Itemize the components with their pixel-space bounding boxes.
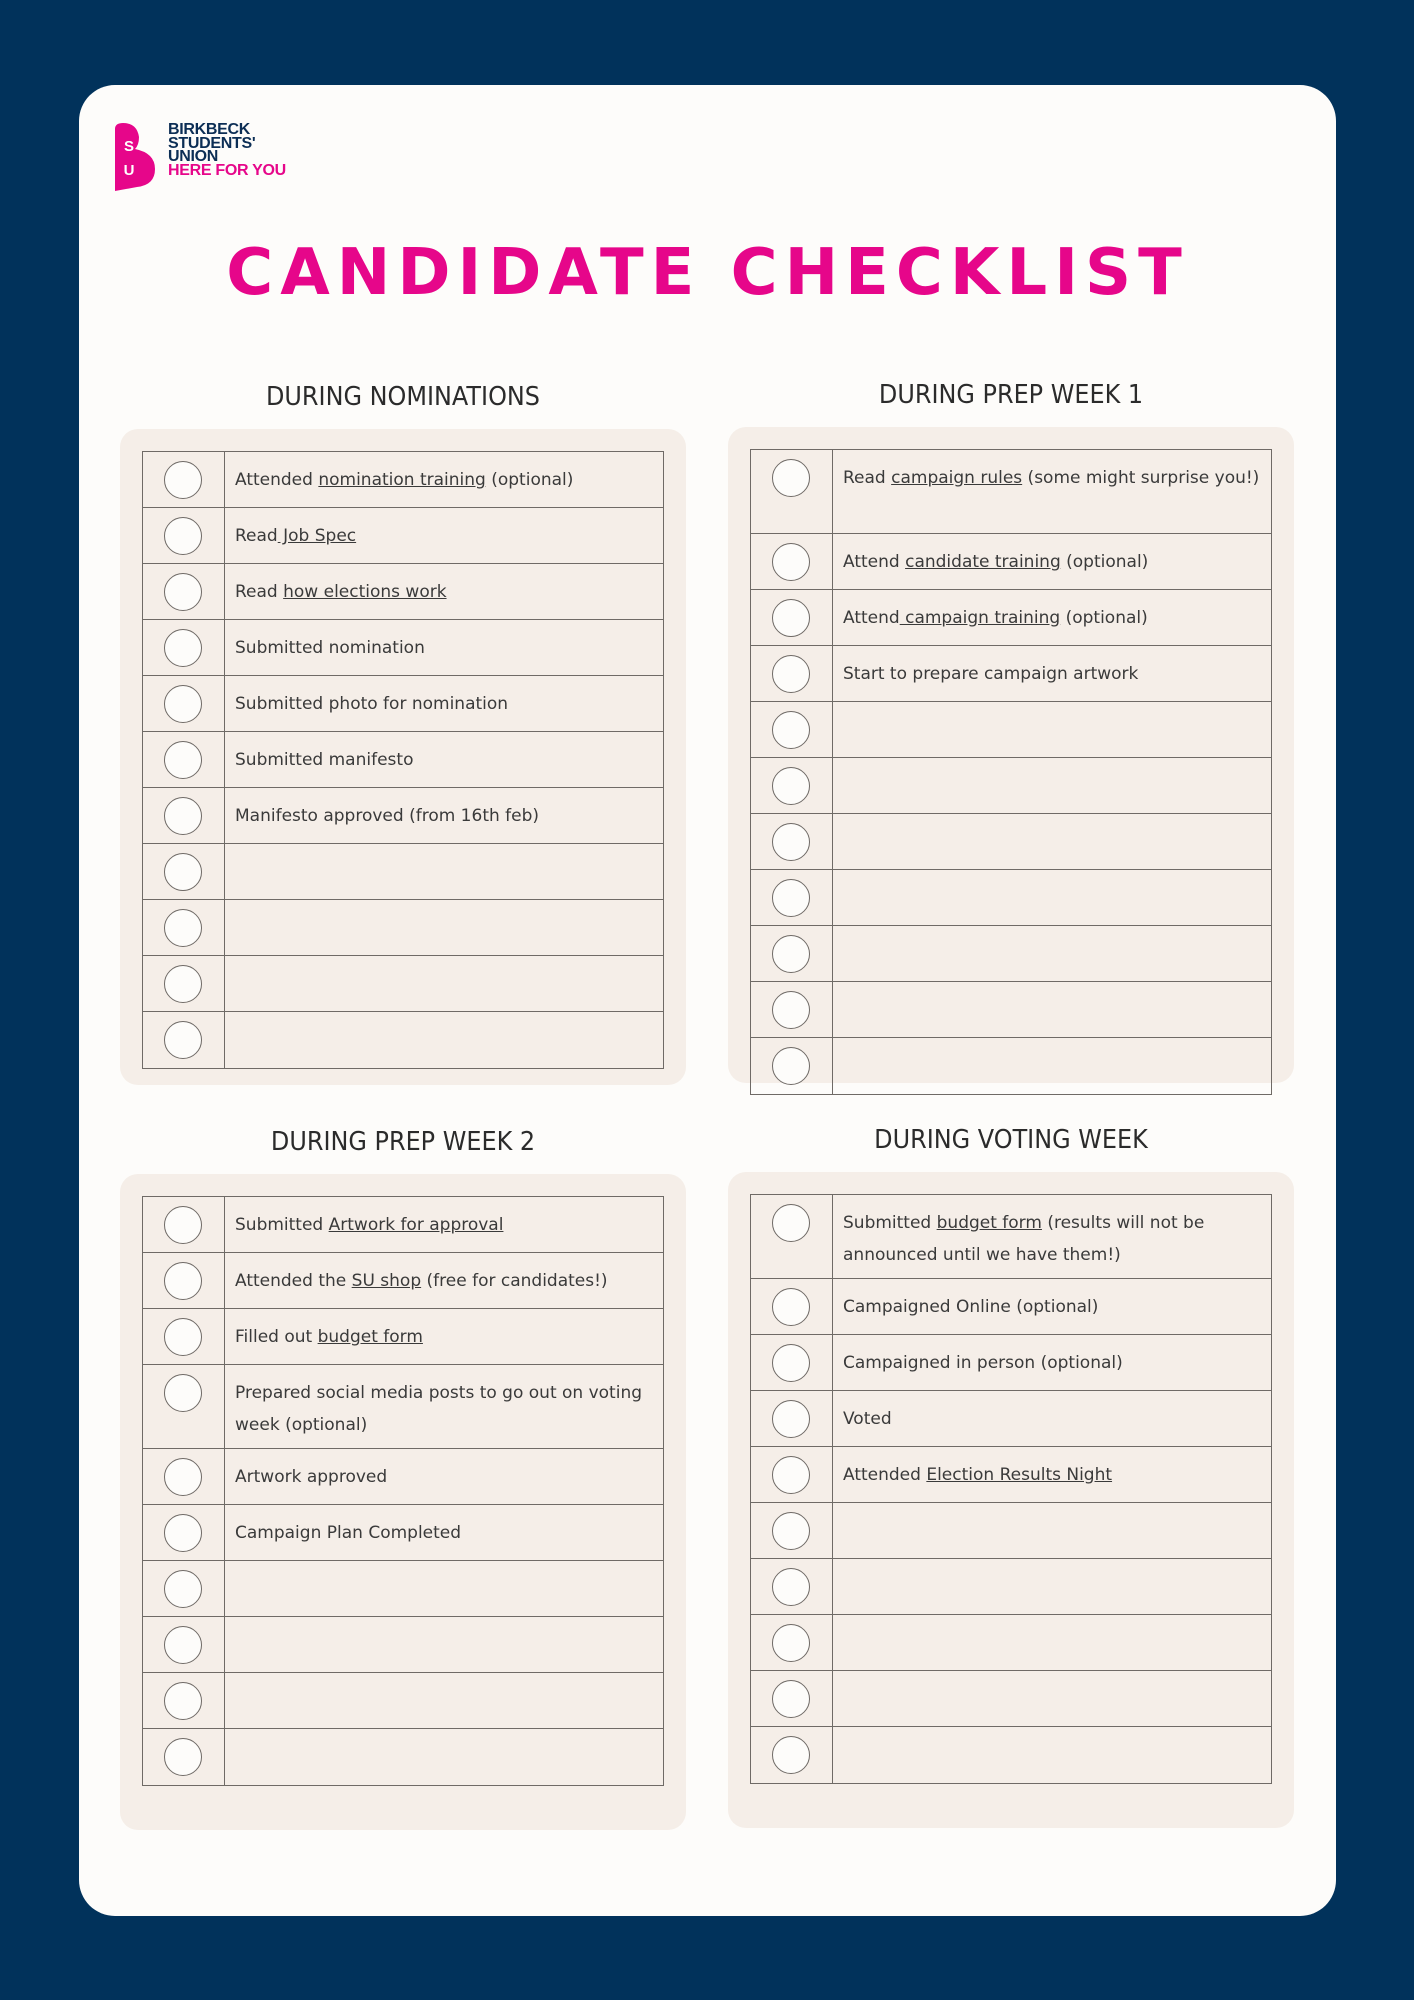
su-heart-icon: [111, 123, 161, 191]
item-text: Attended: [843, 1465, 927, 1485]
checkbox-cell: [751, 870, 833, 925]
item-text: Campaign Plan Completed: [235, 1523, 462, 1543]
checkbox-circle[interactable]: [164, 1458, 202, 1496]
item-link[interactable]: Job Spec: [277, 526, 357, 546]
checkbox-cell: [143, 1505, 225, 1560]
section-title: DURING PREP WEEK 1: [878, 380, 1144, 410]
item-text: Attend: [843, 608, 900, 628]
checklist-item-text: [235, 1309, 653, 1353]
checkbox-cell: [751, 1279, 833, 1334]
item-text: (optional): [1060, 608, 1148, 628]
checklist-row: [143, 1449, 663, 1505]
item-link[interactable]: budget form: [936, 1213, 1042, 1233]
item-text: Read: [843, 468, 892, 488]
checkbox-cell: [143, 788, 225, 843]
item-text: Attended the: [235, 1271, 352, 1291]
checklist-item-text: [843, 646, 1261, 690]
checklist-table: [750, 449, 1272, 1095]
checkbox-circle[interactable]: [164, 1682, 202, 1720]
checklist-item-text: [843, 1335, 1261, 1379]
item-link[interactable]: budget form: [317, 1327, 423, 1347]
logo-wordmark: [168, 123, 286, 177]
logo-line: UNION: [168, 148, 219, 165]
checkbox-circle[interactable]: [164, 685, 202, 723]
checkbox-circle[interactable]: [164, 1514, 202, 1552]
item-text: Submitted photo for nomination: [235, 694, 509, 714]
checklist-item-text: [843, 1038, 1261, 1050]
checkbox-circle[interactable]: [772, 935, 810, 973]
checkbox-cell: [143, 564, 225, 619]
checklist-row: [751, 926, 1271, 982]
checkbox-cell: [751, 1447, 833, 1502]
checkbox-cell: [751, 1559, 833, 1614]
item-link[interactable]: campaign rules: [891, 468, 1023, 488]
item-text: Attend: [843, 552, 906, 572]
logo-line: STUDENTS': [168, 134, 256, 152]
checklist-row: [751, 1195, 1271, 1279]
checklist-item-text: [843, 1391, 1261, 1435]
checklist-panel: [120, 429, 686, 1085]
checkbox-cell: [143, 1012, 225, 1068]
checklist-item-text: [843, 814, 1261, 826]
checkbox-cell: [751, 450, 833, 533]
page-title: CANDIDATE CHECKLIST: [226, 236, 1189, 310]
checklist-item-text: [843, 982, 1261, 994]
checkbox-circle[interactable]: [164, 1738, 202, 1776]
checklist-row: [143, 676, 663, 732]
checklist-panel: [728, 1172, 1294, 1828]
checklist-table: [142, 1196, 664, 1786]
checklist-row: [143, 452, 663, 508]
checklist-item-text: [235, 1253, 653, 1297]
checklist-row: [751, 590, 1271, 646]
item-text: Submitted: [843, 1213, 937, 1233]
checklist-row: [143, 1561, 663, 1617]
checklist-item-text: [235, 1197, 653, 1241]
item-text: Campaigned Online (optional): [843, 1297, 1099, 1317]
checkbox-circle[interactable]: [164, 1262, 202, 1300]
item-text: Submitted nomination: [235, 638, 425, 658]
checklist-item-text: [843, 758, 1261, 770]
logo-line: BIRKBECK: [168, 121, 251, 138]
checkbox-cell: [751, 1038, 833, 1094]
checklist-row: [751, 646, 1271, 702]
checkbox-circle[interactable]: [164, 573, 202, 611]
checkbox-cell: [143, 1449, 225, 1504]
checklist-item-text: [235, 956, 653, 968]
checklist-item-text: [843, 1195, 1261, 1271]
checklist-item-text: [843, 450, 1261, 494]
item-text: Attended: [235, 470, 319, 490]
checklist-row: [143, 1012, 663, 1068]
checkbox-circle[interactable]: [164, 797, 202, 835]
checklist-row: [143, 900, 663, 956]
checklist-row: [143, 1365, 663, 1449]
checklist-page: [79, 85, 1336, 1916]
checkbox-cell: [751, 534, 833, 589]
checklist-row: [751, 1279, 1271, 1335]
checkbox-cell: [143, 452, 225, 507]
item-text: Campaigned in person (optional): [843, 1353, 1123, 1373]
item-text: Read: [235, 526, 278, 546]
item-text: Artwork approved: [235, 1467, 388, 1487]
checkbox-circle[interactable]: [164, 1570, 202, 1608]
item-link[interactable]: campaign training: [899, 608, 1061, 628]
checklist-item-text: [843, 1279, 1261, 1323]
checkbox-cell: [143, 732, 225, 787]
checkbox-circle[interactable]: [164, 461, 202, 499]
checklist-item-text: [235, 788, 653, 832]
checklist-row: [143, 788, 663, 844]
checkbox-circle[interactable]: [772, 1288, 810, 1326]
checkbox-circle[interactable]: [772, 1047, 810, 1085]
checkbox-circle[interactable]: [772, 1456, 810, 1494]
checklist-item-text: [843, 1727, 1261, 1739]
checklist-table: [142, 451, 664, 1069]
item-text: (optional): [1060, 552, 1149, 572]
checkbox-circle[interactable]: [772, 1400, 810, 1438]
checkbox-cell: [143, 1253, 225, 1308]
item-text: (results will not be announced until we have them!): [843, 1213, 1205, 1265]
checkbox-cell: [751, 814, 833, 869]
checklist-table: [750, 1194, 1272, 1784]
checklist-item-text: [843, 926, 1261, 938]
checklist-row: [143, 1253, 663, 1309]
checklist-item-text: [843, 702, 1261, 714]
checklist-row: [751, 1727, 1271, 1783]
checklist-item-text: [843, 590, 1261, 634]
item-link[interactable]: nomination training: [318, 470, 486, 490]
checkbox-circle[interactable]: [164, 1374, 202, 1412]
checklist-item-text: [235, 1012, 653, 1024]
checkbox-circle[interactable]: [772, 543, 810, 581]
checkbox-cell: [751, 982, 833, 1037]
checklist-item-text: [235, 1561, 653, 1573]
checklist-item-text: [843, 1503, 1261, 1515]
checkbox-circle[interactable]: [164, 965, 202, 1003]
checklist-item-text: [235, 732, 653, 776]
checklist-row: [751, 1671, 1271, 1727]
checkbox-circle[interactable]: [772, 655, 810, 693]
checklist-row: [751, 1335, 1271, 1391]
item-text: Voted: [843, 1409, 892, 1429]
checkbox-circle[interactable]: [772, 599, 810, 637]
svg-text:S: S: [123, 138, 135, 155]
item-link[interactable]: Election Results Night: [926, 1465, 1113, 1485]
checklist-item-text: [235, 508, 653, 552]
checklist-item-text: [843, 870, 1261, 882]
checkbox-cell: [143, 508, 225, 563]
checkbox-cell: [143, 1673, 225, 1728]
checkbox-cell: [143, 1729, 225, 1785]
checklist-item-text: [235, 1365, 653, 1441]
checkbox-cell: [751, 702, 833, 757]
checklist-section: [728, 375, 1294, 684]
checklist-section: [120, 1122, 686, 1543]
svg-text:U: U: [123, 162, 135, 179]
checkbox-circle[interactable]: [772, 1344, 810, 1382]
checkbox-circle[interactable]: [164, 1626, 202, 1664]
checklist-panel: [728, 427, 1294, 1083]
checkbox-cell: [751, 1335, 833, 1390]
checkbox-cell: [143, 676, 225, 731]
checklist-row: [143, 844, 663, 900]
checkbox-cell: [143, 1365, 225, 1448]
checklist-item-text: [843, 1447, 1261, 1491]
logo-tagline: HERE FOR YOU: [168, 161, 286, 179]
checkbox-circle[interactable]: [164, 909, 202, 947]
checkbox-cell: [751, 758, 833, 813]
checklist-row: [751, 758, 1271, 814]
checklist-row: [143, 732, 663, 788]
checkbox-cell: [143, 1617, 225, 1672]
checklist-row: [751, 1615, 1271, 1671]
checklist-row: [143, 956, 663, 1012]
checklist-item-text: [843, 1615, 1261, 1627]
checkbox-circle[interactable]: [772, 1736, 810, 1774]
item-link[interactable]: candidate training: [905, 552, 1061, 572]
checklist-row: [143, 1197, 663, 1253]
checklist-row: [751, 870, 1271, 926]
checklist-row: [751, 1391, 1271, 1447]
checklist-item-text: [235, 1729, 653, 1741]
checklist-item-text: [235, 452, 653, 496]
checkbox-circle[interactable]: [772, 767, 810, 805]
item-text: Submitted manifesto: [235, 750, 414, 770]
checkbox-circle[interactable]: [164, 1318, 202, 1356]
item-link[interactable]: Artwork for approval: [328, 1215, 504, 1235]
checklist-row: [143, 1309, 663, 1365]
checkbox-circle[interactable]: [164, 853, 202, 891]
checklist-row: [751, 450, 1271, 534]
item-text: Filled out: [235, 1327, 318, 1347]
checkbox-circle[interactable]: [772, 879, 810, 917]
checkbox-circle[interactable]: [164, 1021, 202, 1059]
item-text: Prepared social media posts to go out on voting week (optional): [235, 1383, 643, 1435]
checkbox-cell: [143, 956, 225, 1011]
section-title: DURING NOMINATIONS: [265, 382, 541, 412]
checklist-row: [751, 982, 1271, 1038]
checklist-item-text: [235, 564, 653, 608]
checkbox-circle[interactable]: [164, 741, 202, 779]
checkbox-cell: [751, 926, 833, 981]
checklist-section: [120, 377, 686, 826]
checklist-row: [751, 702, 1271, 758]
checkbox-cell: [751, 1671, 833, 1726]
section-title: DURING PREP WEEK 2: [270, 1127, 536, 1157]
checkbox-circle[interactable]: [772, 823, 810, 861]
checklist-panel: [120, 1174, 686, 1830]
checklist-item-text: [235, 1449, 653, 1493]
checklist-row: [143, 1505, 663, 1561]
checklist-row: [751, 1559, 1271, 1615]
checkbox-cell: [751, 590, 833, 645]
item-text: Manifesto approved (from 16th feb): [235, 806, 540, 826]
item-link[interactable]: how elections work: [283, 582, 447, 602]
checklist-row: [143, 564, 663, 620]
checkbox-circle[interactable]: [164, 629, 202, 667]
checklist-row: [751, 534, 1271, 590]
checkbox-circle[interactable]: [772, 1624, 810, 1662]
checkbox-circle[interactable]: [772, 1204, 810, 1242]
checklist-row: [751, 814, 1271, 870]
checkbox-circle[interactable]: [772, 1512, 810, 1550]
item-text: (some might surprise you!): [1022, 468, 1260, 488]
checklist-item-text: [235, 900, 653, 912]
checklist-item-text: [235, 676, 653, 720]
checklist-item-text: [843, 534, 1261, 578]
su-logo: [111, 123, 311, 193]
checkbox-circle[interactable]: [772, 991, 810, 1029]
checklist-row: [751, 1038, 1271, 1094]
checkbox-circle[interactable]: [772, 1680, 810, 1718]
checklist-row: [143, 1729, 663, 1785]
checkbox-cell: [143, 1309, 225, 1364]
checklist-item-text: [235, 620, 653, 664]
checklist-row: [751, 1447, 1271, 1503]
checkbox-circle[interactable]: [772, 711, 810, 749]
checkbox-cell: [751, 646, 833, 701]
checklist-item-text: [235, 1505, 653, 1549]
checkbox-cell: [143, 1561, 225, 1616]
checkbox-circle[interactable]: [164, 517, 202, 555]
checkbox-circle[interactable]: [772, 459, 810, 497]
checklist-section: [728, 1120, 1294, 1485]
item-text: Submitted: [235, 1215, 329, 1235]
checklist-item-text: [843, 1559, 1261, 1571]
checkbox-cell: [751, 1727, 833, 1783]
checklist-row: [143, 1673, 663, 1729]
checkbox-cell: [143, 620, 225, 675]
checklist-row: [143, 1617, 663, 1673]
checklist-row: [751, 1503, 1271, 1559]
item-text: Read: [235, 582, 284, 602]
checklist-item-text: [235, 844, 653, 856]
item-text: (free for candidates!): [421, 1271, 608, 1291]
checkbox-cell: [143, 844, 225, 899]
checklist-row: [143, 508, 663, 564]
checklist-item-text: [235, 1673, 653, 1685]
checkbox-circle[interactable]: [164, 1206, 202, 1244]
item-link[interactable]: SU shop: [351, 1271, 422, 1291]
checkbox-cell: [751, 1195, 833, 1278]
checkbox-cell: [751, 1615, 833, 1670]
checklist-row: [143, 620, 663, 676]
checkbox-cell: [143, 900, 225, 955]
item-text: Start to prepare campaign artwork: [843, 664, 1139, 684]
item-text: (optional): [485, 470, 574, 490]
checklist-item-text: [235, 1617, 653, 1629]
checkbox-circle[interactable]: [772, 1568, 810, 1606]
checkbox-cell: [143, 1197, 225, 1252]
section-title: DURING VOTING WEEK: [874, 1125, 1148, 1155]
checkbox-cell: [751, 1503, 833, 1558]
checklist-item-text: [843, 1671, 1261, 1683]
checkbox-cell: [751, 1391, 833, 1446]
